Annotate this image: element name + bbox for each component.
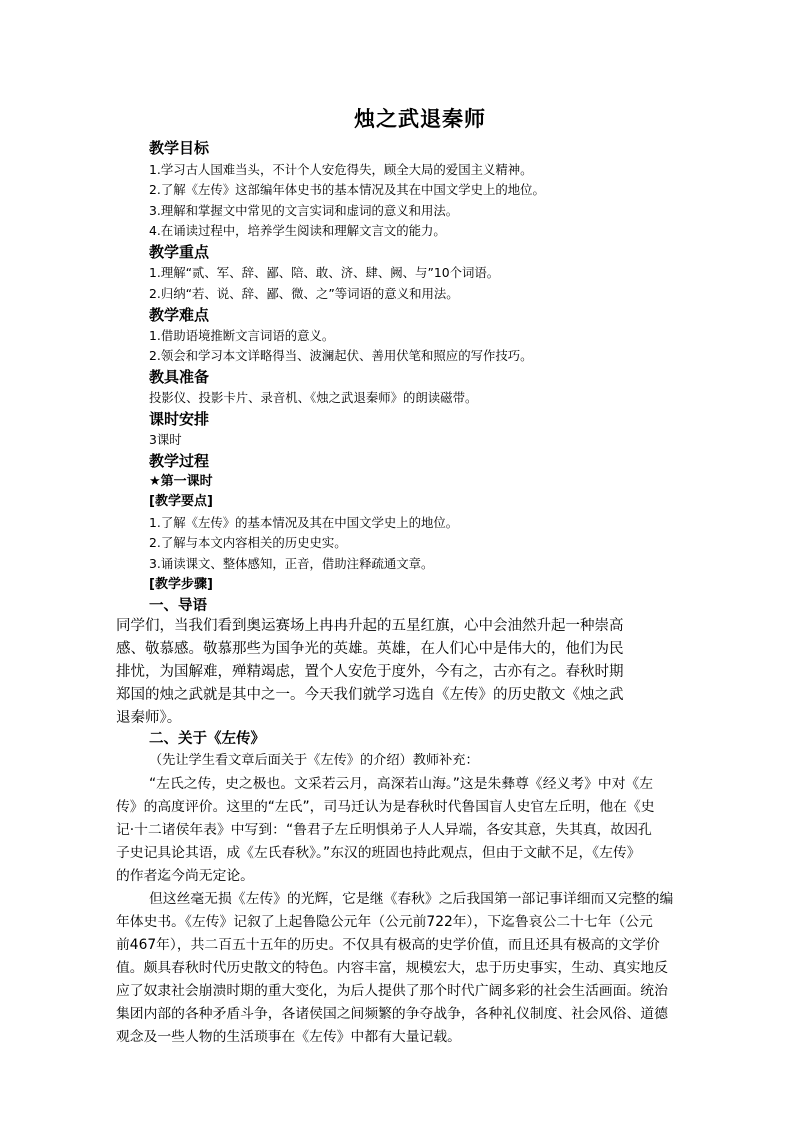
intro-heading: 一、导语: [149, 598, 207, 614]
materials-text: 投影仪、投影卡片、录音机、《烛之武退秦师》的朗读磁带。: [149, 390, 478, 405]
lesson-key-item: 2.了解与本文内容相关的历史史实。: [149, 535, 347, 550]
about-para1-line: “左氏之传，史之极也。文采若云月，高深若山海。”这是朱彝尊《经义考》中对《左: [149, 776, 654, 792]
goal-item: 4.在诵读过程中，培养学生阅读和理解文言文的能力。: [149, 223, 446, 238]
intro-line: 感、敬慕感。敬慕那些为国争光的英雄。英雄，在人们心中是伟大的，他们为民: [116, 641, 624, 657]
about-para2-line: 值。颇具春秋时代历史散文的特色。内容丰富，规模宏大，忠于历史事实，生动、真实地反: [116, 960, 668, 976]
about-para2-line: 前467年），共二百五十五年的历史。不仅具有极高的史学价值，而且还具有极高的文学价: [116, 937, 660, 953]
about-para2-line: 集团内部的各种矛盾斗争，各诸侯国之间频繁的争夺战争，各种礼仪制度、社会风俗、道德: [116, 1006, 668, 1022]
about-para1-line: 记·十二诸侯年表》中写到：“鲁君子左丘明惧弟子人人异端，各安其意，失其真，故因孔: [116, 822, 652, 838]
about-para1-line: 传》的高度评价。这里的“左氏”，司马迁认为是春秋时代鲁国盲人史官左丘明，他在《史: [116, 799, 655, 815]
about-para2-line: 应了奴隶社会崩溃时期的重大变化，为后人提供了那个时代广阔多彩的社会生活画面。统治: [116, 983, 668, 999]
key-point-item: 2.归纳“若、说、辞、鄙、微、之”等词语的意义和用法。: [149, 286, 459, 301]
intro-line: 同学们，当我们看到奥运赛场上冉冉升起的五星红旗，心中会油然升起一种崇高: [116, 618, 624, 634]
key-section-label: [教学要点]: [149, 494, 213, 509]
difficulty-item: 2.领会和学习本文详略得当、波澜起伏、善用伏笔和照应的写作技巧。: [149, 348, 533, 363]
key-point-item: 1.理解“贰、军、辞、鄙、陪、敢、济、肆、阙、与”10个词语。: [149, 265, 500, 280]
goals-heading: 教学目标: [149, 139, 210, 157]
about-para2-line: 但这丝毫无损《左传》的光辉，它是继《春秋》之后我国第一部记事详细而又完整的编: [149, 891, 674, 907]
about-heading: 二、关于《左传》: [149, 731, 265, 747]
about-note: （先让学生看文章后面关于《左传》的介绍）教师补充：: [149, 753, 479, 768]
steps-section-label: [教学步骤]: [149, 577, 213, 592]
difficulties-heading: 教学难点: [149, 306, 210, 324]
intro-line: 郑国的烛之武就是其中之一。今天我们就学习选自《左传》的历史散文《烛之武: [116, 687, 624, 703]
about-para1-line: 子史记具论其语，成《左氏春秋》。”东汉的班固也持此观点，但由于文献不足，《左传》: [116, 845, 641, 861]
schedule-heading: 课时安排: [149, 410, 210, 428]
key-points-heading: 教学重点: [149, 243, 210, 261]
goal-item: 1.学习古人国难当头，不计个人安危得失，顾全大局的爱国主义精神。: [149, 162, 533, 177]
lesson-key-item: 1.了解《左传》的基本情况及其在中国文学史上的地位。: [149, 515, 459, 530]
lesson-one-label: ★第一课时: [149, 474, 213, 489]
process-heading: 教学过程: [149, 452, 210, 470]
intro-line: 排忧，为国解难，殚精竭虑，置个人安危于度外，今有之，古亦有之。春秋时期: [116, 664, 624, 680]
intro-line: 退秦师》。: [116, 710, 182, 726]
goal-item: 2.了解《左传》这部编年体史书的基本情况及其在中国文学史上的地位。: [149, 182, 545, 197]
difficulty-item: 1.借助语境推断文言词语的意义。: [149, 328, 335, 343]
materials-heading: 教具准备: [149, 368, 210, 386]
about-para1-line: 的作者迄今尚无定论。: [116, 868, 254, 884]
schedule-text: 3课时: [149, 432, 182, 447]
goal-item: 3.理解和掌握文中常见的文言实词和虚词的意义和用法。: [149, 203, 459, 218]
about-para2-line: 观念及一些人物的生活琐事在《左传》中都有大量记载。: [116, 1029, 461, 1045]
document-title: 烛之武退秦师: [354, 107, 486, 131]
lesson-key-item: 3.诵读课文、整体感知，正音，借助注释疏通文章。: [149, 556, 434, 571]
about-para2-line: 年体史书。《左传》记叙了上起鲁隐公元年（公元前722年），下迄鲁哀公二十七年（公元: [116, 914, 653, 930]
